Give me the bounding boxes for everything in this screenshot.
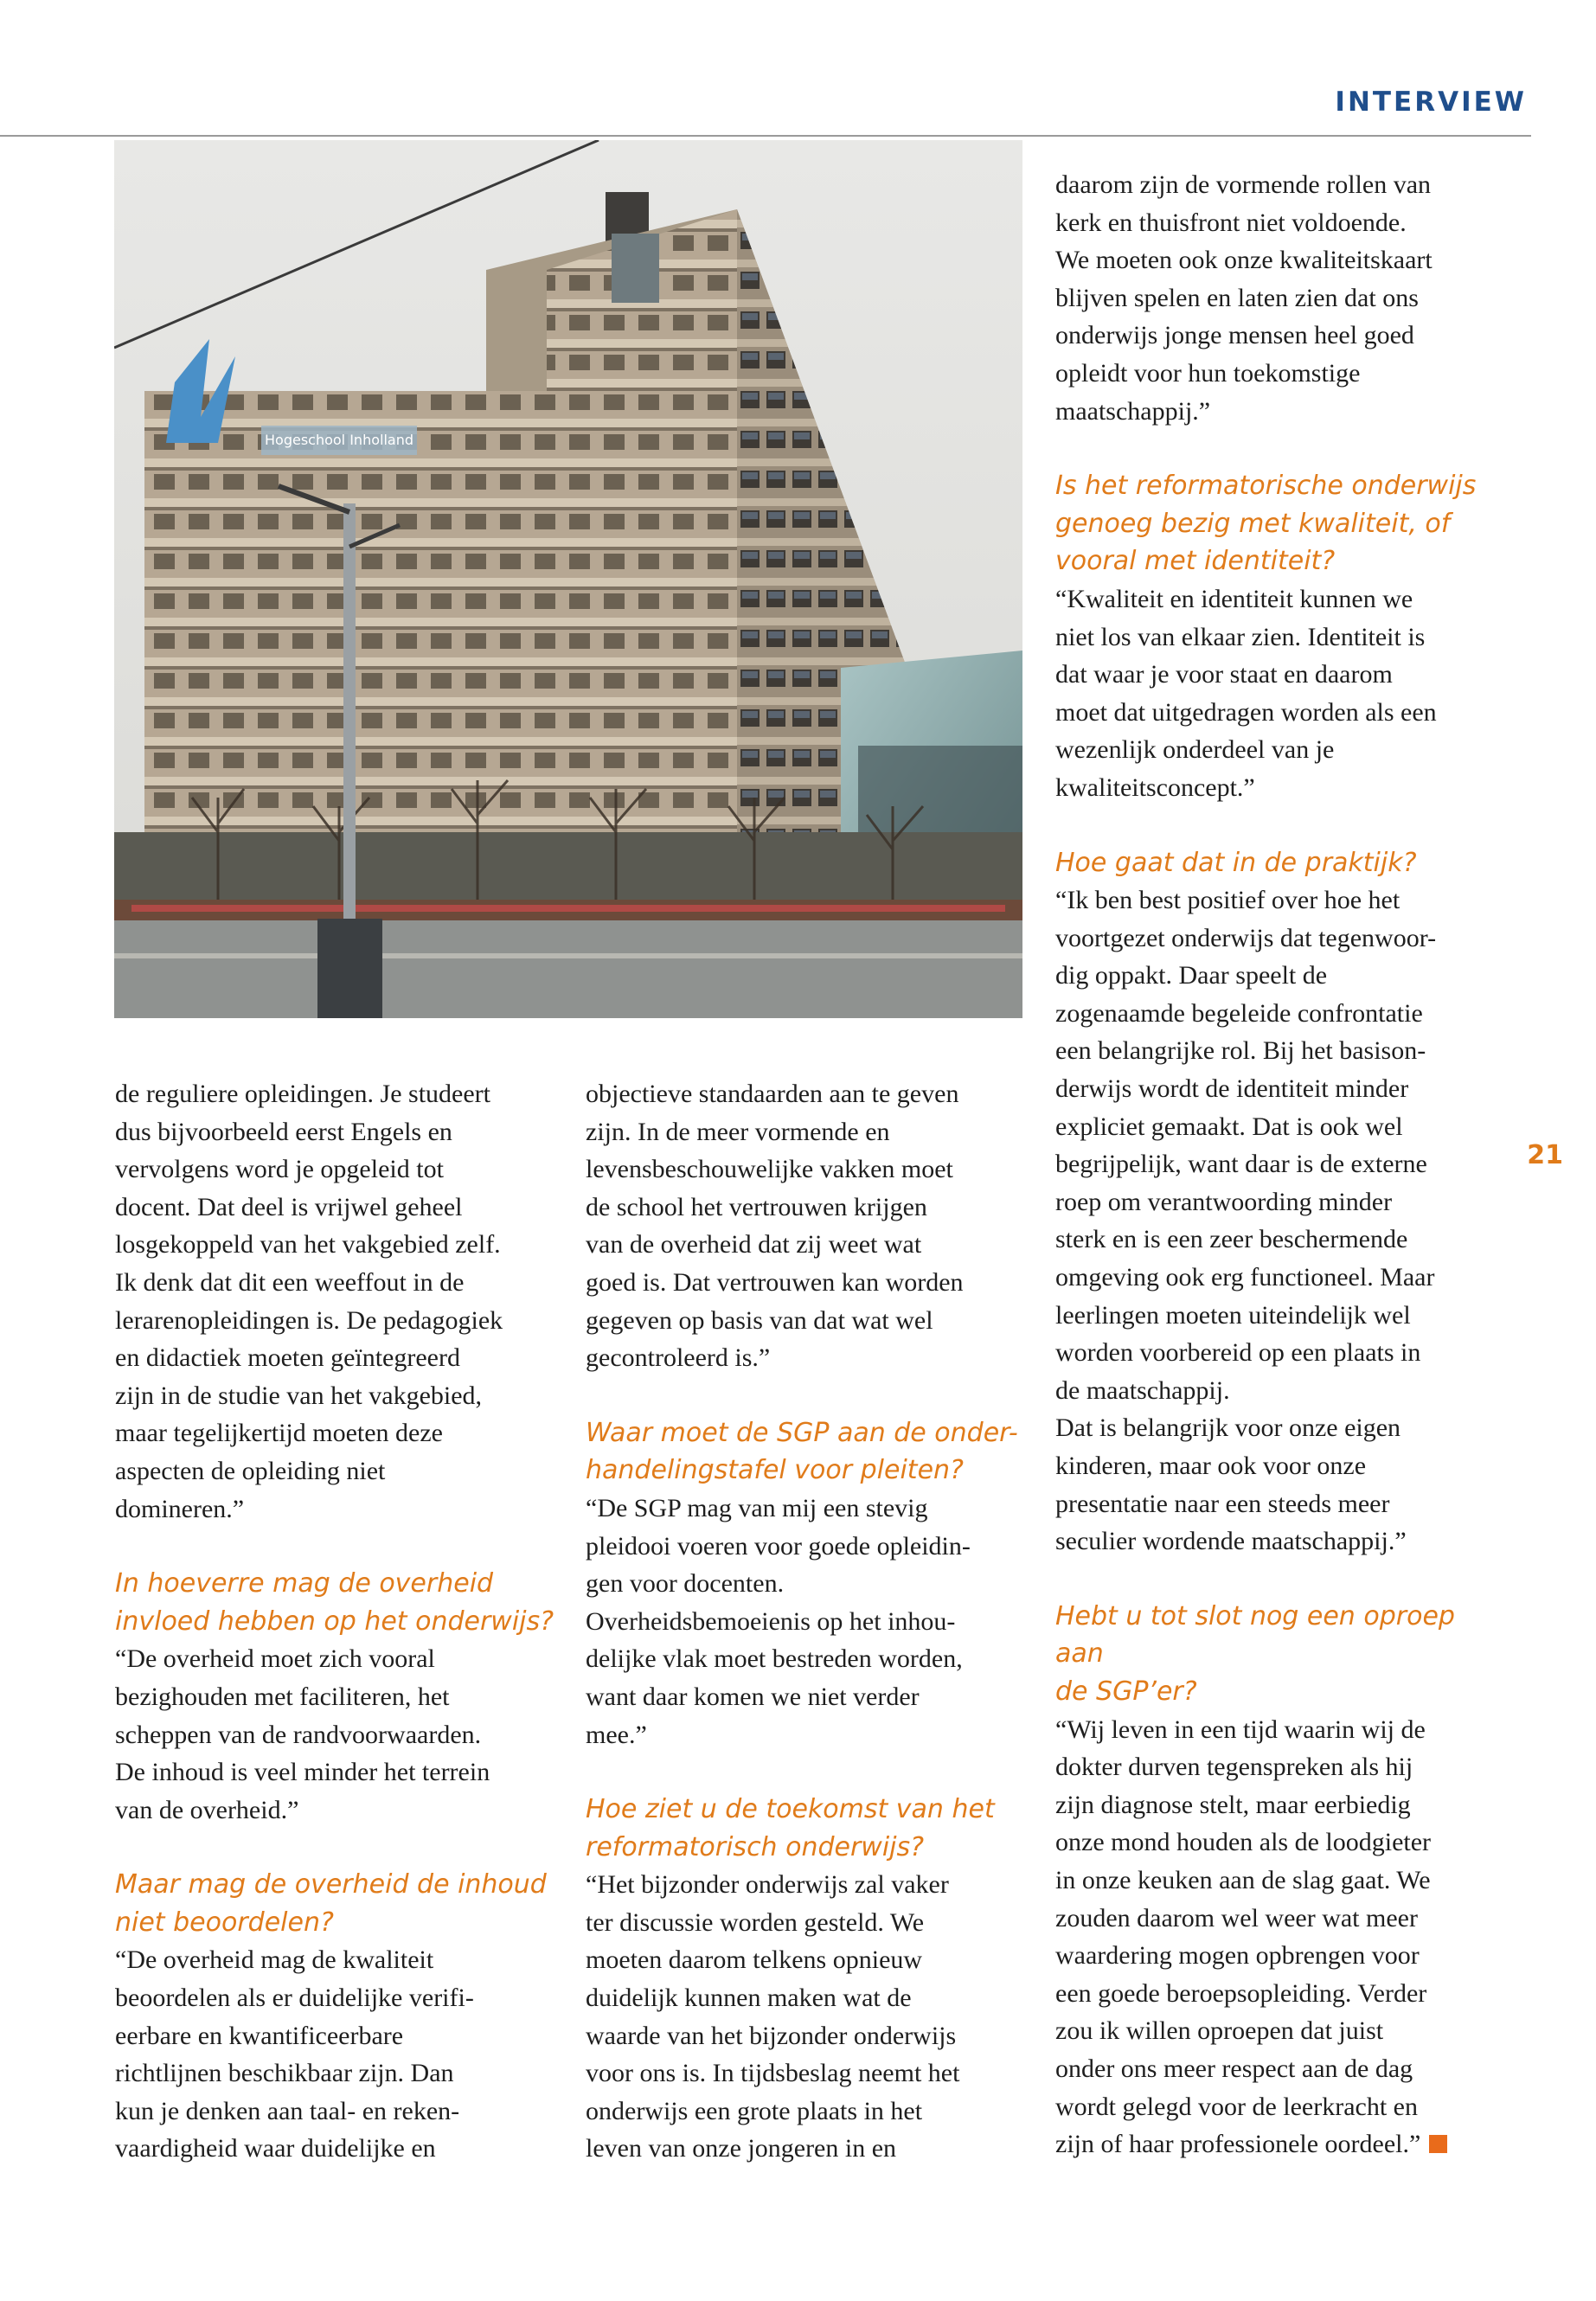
end-of-article-square-icon xyxy=(1429,2135,1447,2153)
paragraph: daarom zijn de vormende rollen van kerk en thuisfront niet voldoende. We moeten ook onze kwaliteitskaart blijven spelen en laten zien dat ons onderwijs jonge mensen heel goed opleidt voor hun toekomstige maatschappij.” xyxy=(1055,170,1433,426)
interview-answer: “De overheid mag de kwaliteit beoordelen als er duidelijke verifi- eerbare en kwantificeerbare richtlijnen beschikbaar zijn. Dan kun je denken aan taal- en reken- vaardigheid waar duidelijke en xyxy=(115,1945,474,2163)
interview-question: Hoe gaat dat in de praktijk? xyxy=(1055,847,1417,878)
interview-answer: “De overheid moet zich vooral bezighouden met faciliteren, het scheppen van de randvoorwaarden. De inhoud is veel minder het terrein van de overheid.” xyxy=(115,1644,490,1824)
interview-answer: “Wij leven in een tijd waarin wij de dokter durven tegenspreken als hij zijn diagnose stelt, maar eerbiedig onze mond houden als de loodgieter in onze keuken aan de slag gaat. We zouden daarom wel weer wat meer waardering mogen opbrengen voor een goede beroepsopleiding. Verder zou ik willen oproepen dat juist onder ons meer respect aan de dag wordt gelegd voor de leerkracht en zijn of haar professionele oordeel.” xyxy=(1055,1711,1505,2163)
interview-question: Maar mag de overheid de inhoud niet beoordelen? xyxy=(115,1869,547,1938)
building-sign-text: Hogeschool Inholland xyxy=(265,432,413,448)
interview-answer: “Het bijzonder onderwijs zal vaker ter discussie worden gesteld. We moeten daarom telkens opnieuw duidelijk kunnen maken wat de waarde van het bijzonder onderwijs voor ons is. In tijdsbeslag neemt het onderwijs een grote plaats in het leven van onze jongeren in en xyxy=(586,1870,960,2163)
interview-answer: “De SGP mag van mij een stevig pleidooi voeren voor goede opleidin- gen voor docenten. Overheidsbemoeienis op het inhou- delijke vlak moet bestreden worden, want daar komen we niet verder mee.” xyxy=(586,1493,971,1749)
interview-question: Waar moet de SGP aan de onder- handelingstafel voor pleiten? xyxy=(586,1417,1018,1486)
interview-question: Hoe ziet u de toekomst van het reformatorisch onderwijs? xyxy=(586,1794,995,1862)
interview-question: Hebt u tot slot nog een oproep aan de SGP’er? xyxy=(1055,1600,1455,1707)
paragraph: de reguliere opleidingen. Je studeert dus bijvoorbeeld eerst Engels en vervolgens word je opgeleid tot docent. Dat deel is vrijwel geheel losgekoppeld van het vakgebied zelf. Ik denk dat dit een weeffout in de lerarenopleidingen is. De pedagogiek en didactiek moeten geïntegreerd zijn in de studie van het vakgebied, maar tegelijkertijd moeten deze aspecten de opleiding niet domineren.” xyxy=(115,1080,503,1523)
interview-question: Is het reformatorische onderwijs genoeg bezig met kwaliteit, of vooral met identiteit? xyxy=(1055,471,1477,577)
page-number: 21 xyxy=(1527,1140,1563,1170)
interview-question: In hoeverre mag de overheid invloed hebben op het onderwijs? xyxy=(115,1568,554,1637)
column-2 xyxy=(586,1075,1035,2168)
header-rule xyxy=(0,135,1531,137)
building-photo xyxy=(114,140,1022,1018)
section-label: INTERVIEW xyxy=(1335,87,1527,118)
paragraph: objectieve standaarden aan te geven zijn. In de meer vormende en levensbeschouwelijke vakken moet de school het vertrouwen krijgen van de overheid dat zij weet wat goed is. Dat vertrouwen kan worden gegeven op basis van dat wat wel gecontroleerd is.” xyxy=(586,1080,964,1373)
column-3 xyxy=(1055,166,1505,2163)
interview-answer: “Ik ben best positief over hoe het voortgezet onderwijs dat tegenwoor- dig oppakt. Daar speelt de zogenaamde begeleide confrontatie een belangrijke rol. Bij het basison- derwijs wordt de identiteit minder expliciet gemaakt. Dat is ook wel begrijpelijk, want daar is de externe roep om verantwoording minder sterk en is een zeer beschermende omgeving ook erg functioneel. Maar leerlingen moeten uiteindelijk wel worden voorbereid op een plaats in de maatschappij. Dat is belangrijk voor onze eigen kinderen, maar ook voor onze presentatie naar een steeds meer seculier wordende maatschappij.” xyxy=(1055,886,1437,1556)
interview-answer: “Kwaliteit en identiteit kunnen we niet los van elkaar zien. Identiteit is dat waar je voor staat en daarom moet dat uitgedragen worden als een wezenlijk onderdeel van je kwaliteitsconcept.” xyxy=(1055,584,1437,802)
column-1 xyxy=(115,1075,565,2168)
